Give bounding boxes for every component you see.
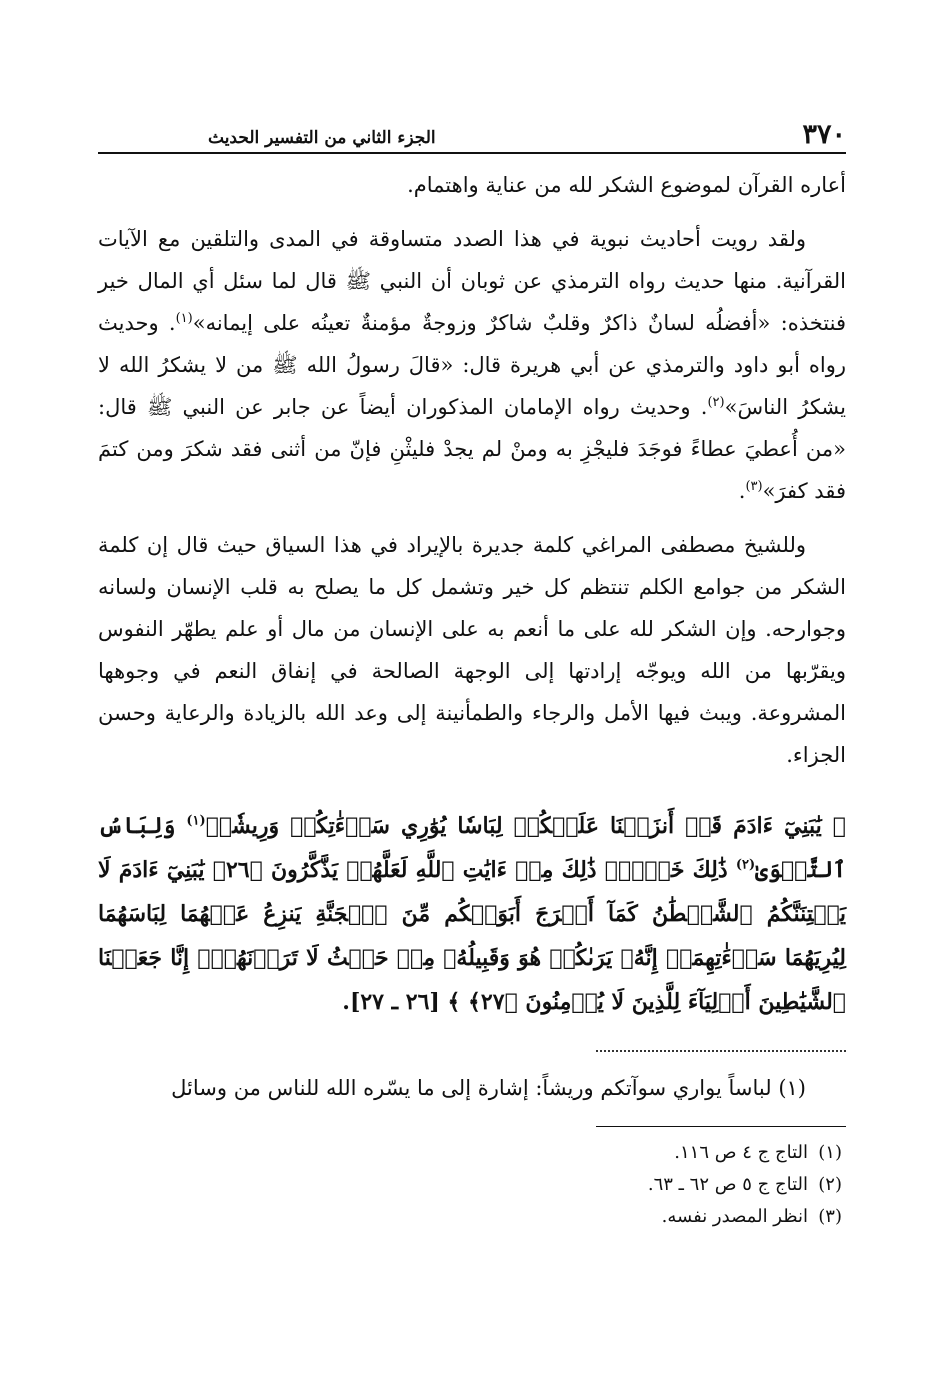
verse-text: ﴿ يَٰبَنِيٓ ءَادَمَ قَدۡ أَنزَلۡنَا عَلَيۡكُمۡ لِبَاسٗا يُوَٰرِي سَوۡءَٰتِكُمۡ وَرِيشٗاۖ	[205, 813, 846, 839]
page-header	[98, 112, 846, 154]
page-number: ٣٧٠	[802, 119, 846, 150]
quran-verse-block	[98, 804, 846, 1024]
verse-text: وَلِبَاسُ ٱلتَّقۡوَىٰ	[98, 813, 847, 883]
commentary-line: (١) لباساً يواري سوآتكم وريشاً: إشارة إلى ما يسّره الله للناس من وسائل	[171, 1076, 806, 1100]
book-page	[98, 112, 846, 1233]
footnote-rule	[596, 1126, 846, 1127]
dotted-separator	[596, 1050, 846, 1052]
footnote-number: (١)	[818, 1142, 842, 1163]
paragraph-text: ولقد رويت أحاديث نبوية في هذا الصدد متساوقة في المدى والتلقين مع الآيات القرآنية. منها حديث رواه الترمذي عن ثوبان أن النبي ﷺ قال لما سئل أي المال خير فنتخذه: «أفضلُه لسانٌ ذاكرٌ وقلبٌ شاكرٌ وزوجةٌ مؤمنةٌ تعينُه على إيمانه»	[98, 227, 846, 335]
paragraph-continuation: أعاره القرآن لموضوع الشكر لله من عناية واهتمام.	[407, 173, 846, 197]
footnote-number: (٢)	[818, 1174, 842, 1195]
footnote-item	[98, 1169, 842, 1201]
footnote-text: انظر المصدر نفسه.	[661, 1206, 808, 1227]
paragraph-text: . وحديث رواه أبو داود والترمذي عن أبي هريرة قال: «قالَ رسولُ الله ﷺ من لا يشكرُ الله لا يشكرُ الناسَ»	[98, 311, 847, 419]
paragraph-maraghi: وللشيخ مصطفى المراغي كلمة جديرة بالإيراد في هذا السياق حيث قال إن كلمة الشكر من جوامع الكلم تنتظم كل خير وتشمل كل ما يصلح به قلب الإنسان ولسانه وجوارحه. وإن الشكر لله على ما أنعم به على الإنسان من مال أو علم يطهّر النفوس ويقرّبها من الله ويوجّه إرادتها إلى الوجهة الصالحة في إنفاق النعم في وجوهها المشروعة. ويبث فيها الأمل والرجاء والطمأنينة إلى وعد الله بالزيادة والرعاية وحسن الجزاء.	[98, 533, 846, 767]
running-title: الجزء الثاني من التفسير الحديث	[208, 128, 436, 148]
verse-text: ذَٰلِكَ خَيۡرٞۚ ذَٰلِكَ مِنۡ ءَايَٰتِ ٱللَّهِ لَعَلَّهُمۡ يَذَّكَّرُونَ ﴿٢٦﴾ يَٰبَنِيٓ ءَادَمَ لَا يَفۡتِنَنَّكُمُ ٱلشَّيۡطَٰنُ كَمَآ أَخۡرَجَ أَبَوَيۡكُم مِّنَ ٱلۡجَنَّةِ يَنزِعُ عَنۡهُمَا لِبَاسَهُمَا لِيُرِيَهُمَا سَوۡءَٰتِهِمَآۚ إِنَّهُۥ يَرَىٰكُمۡ هُوَ وَقَبِيلُهُۥ مِنۡ حَيۡثُ لَا تَرَوۡنَهُمۡۗ إِنَّا جَعَلۡنَا ٱلشَّيَٰطِينَ أَوۡلِيَآءَ لِلَّذِينَ لَا يُؤۡمِنُونَ ﴿٢٧﴾ ﴾ [٢٦ ـ ٢٧].	[98, 857, 846, 1015]
footnote-item	[98, 1137, 842, 1169]
verse-note-ref: (٢)	[735, 857, 756, 873]
verse-note-ref: (١)	[186, 813, 206, 829]
footnote-text: التاج ج ٥ ص ٦٢ ـ ٦٣.	[647, 1174, 808, 1195]
footnote-ref: (٢)	[707, 395, 725, 410]
paragraph-text: . وحديث رواه الإمامان المذكوران أيضاً عن جابر عن النبي ﷺ قال: «من أُعطيَ عطاءً فوجَدَ فليجْزِ به ومنْ لم يجدْ فليثْنِ فإنّ من أثنى فقد شكرَ ومن كتمَ فقد كفرَ»	[98, 395, 846, 503]
footnotes	[98, 1137, 846, 1233]
footnote-ref: (١)	[175, 311, 193, 326]
footnote-item	[98, 1201, 842, 1233]
paragraph-hadith	[98, 218, 846, 512]
paragraph-text: .	[738, 479, 746, 503]
footnote-ref: (٣)	[745, 479, 763, 494]
footnote-number: (٣)	[818, 1206, 842, 1227]
footnote-text: التاج ج ٤ ص ١١٦.	[674, 1142, 808, 1163]
